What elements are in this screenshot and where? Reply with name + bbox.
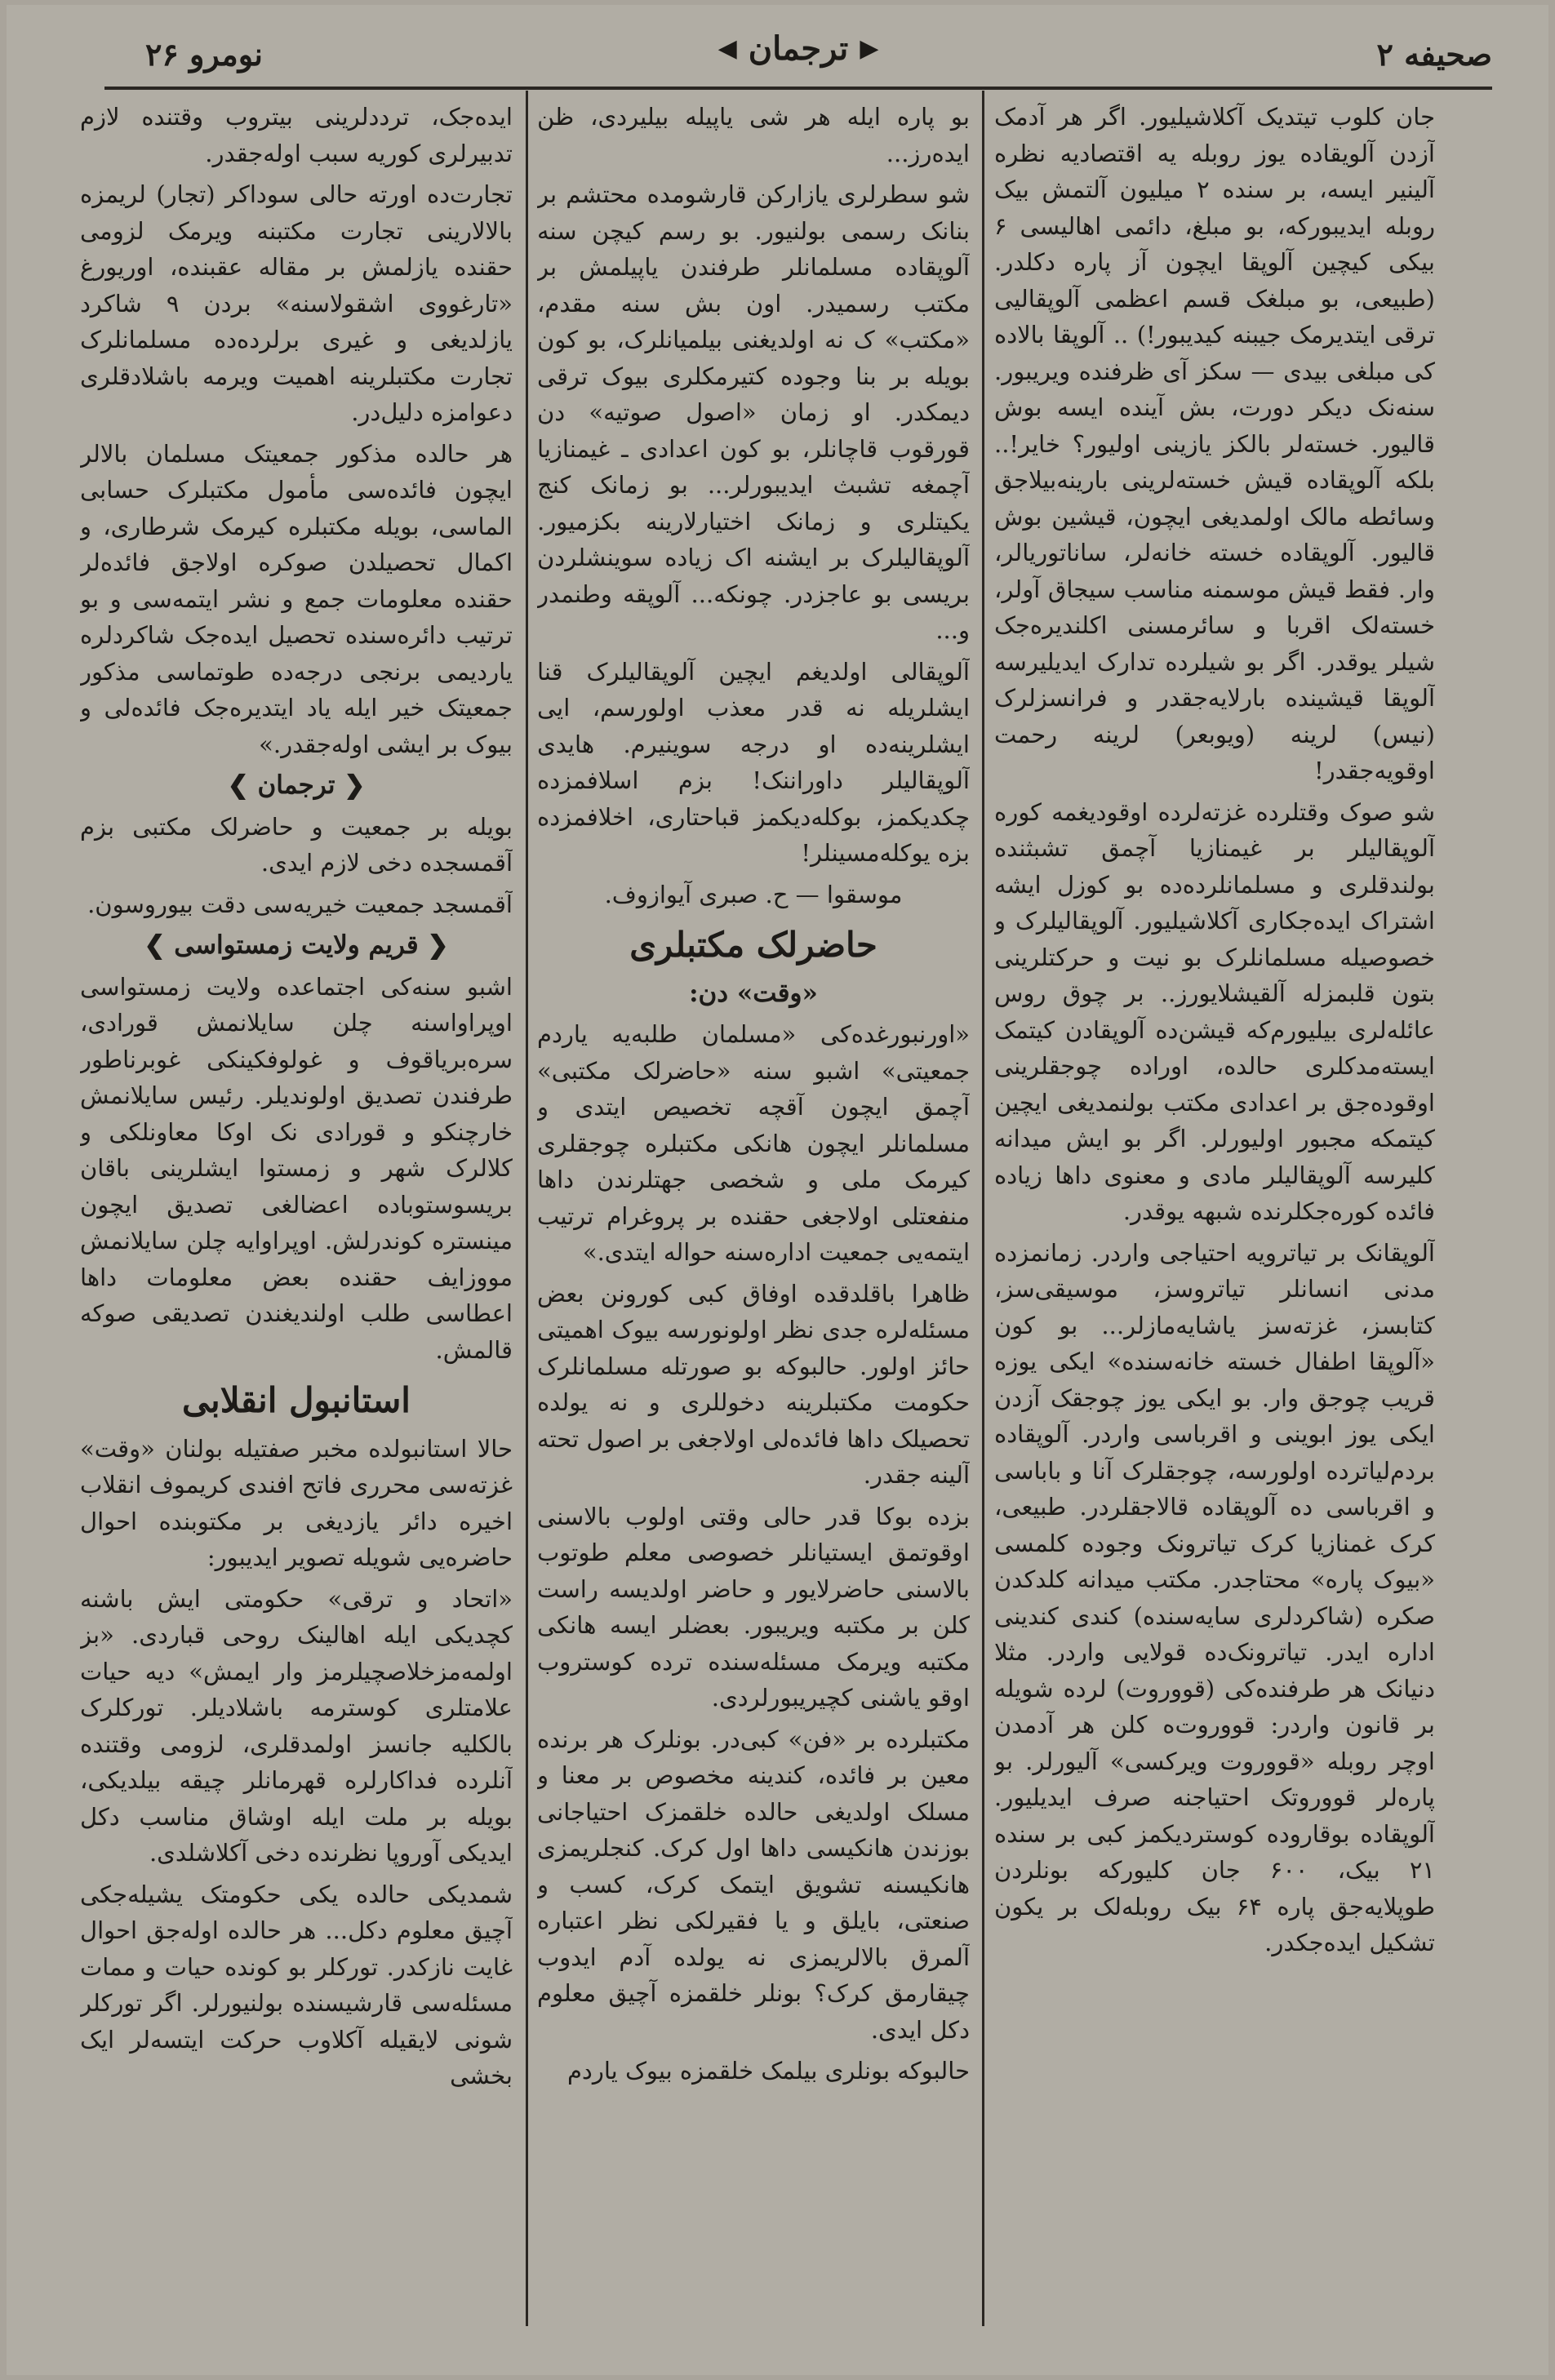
- issue-number: نومرو ۲۶: [145, 36, 263, 73]
- paragraph: حالبوکه بونلری بیلمک خلقمزه بیوک یاردم: [566, 2057, 970, 2085]
- paragraph: آلوپقالی اولدیغم ایچین آلوپقالیلرک قنا ایشلریله نه قدر معذب اولورسم، ایی ایشلرینه‌ده او درجه سوینیرم. هایدی آلوپقالیلر داوراننک! بزم اسلافمزده چکدیکمز، بوکله‌دیکمز قباحتاری، اخلافمزده بزه یوکله‌مسینلر!: [537, 657, 970, 867]
- paragraph: شو صوک وقتلرده غزته‌لرده اوقودیغمه کوره آلوپقالیلر بر غیمنازیا آچمق تشبثنده بولندقلری و مسلمانلرده‌ده بو کوزل ایشه اشتراک ایده‌جکاری آکلاشیلیور. آلوپقالیلرک و خصوصیله مسلمانلرک بو نیت و حرکتلرینی بتون قلبمزله آلقیشلایورز.. بر چوق روس عائله‌لری بیلیورم‌که قیشن‌ده آلوپقادن کیتمک ایسته‌مدکلری حالده، اوراده چوجقلرینی اوقوده‌جق بر اعدادی مکتب بولنمدیغی ایچین کیتمکه مجبور اولیورلر. اگر بو ایش میدانه کلیرسه آلوپقالیلر مادی و معنوی داها زیاده فائده کوره‌جکلرنده شبهه یوقدر.: [994, 797, 1435, 1225]
- article-title: حاضرلک مکتبلری: [629, 925, 877, 965]
- column-middle: [537, 99, 970, 2351]
- paragraph: ایده‌جک، ترددلرینی بیتروب وقتنده لازم تدبیرلری کوریه سبب اوله‌جقدر.: [80, 103, 513, 167]
- page-number: صحیفه ۲: [1376, 36, 1492, 73]
- column-left: [80, 99, 513, 2351]
- ornament-icon: ❯: [144, 930, 166, 960]
- paragraph: تجارت‌ده اورته حالی سوداکر (تجار) لریمزه بالالارینی تجارت مکتبنه ویرمک لزومی حقنده یازلمش بر مقاله عقبنده، اوریورغ «تارغووی اشقولاسنه» بردن ۹ شاکرد یازلدیغی و غیری برلرده‌ده مسلمانلرک تجارت مکتبلرینه اهمیت ویرمه باشلادقلری دعوامزه دلیل‌در.: [80, 180, 513, 426]
- paragraph: شو سطرلری یازارکن قارشومده محتشم بر بنانک رسمی بولنیور. بو رسم کیچن سنه آلوپقاده مسلمانلر طرفندن یاپیلمش بر مکتب رسمیدر. اون بش سنه مقدم، «مکتب» ک نه اولدیغنی بیلمیانلرک، بو کون بویله بر بنا وجوده کتیرمکلری بیوک ترقی دیمکدر. او زمان «اصول صوتیه» دن قورقوب قاچانلر، بو کون اعدادی ـ غیمنازیا آچمغه تشبث ایدیبورلر... بو زمانک کنج یکیتلری و زمانک اختیارلارینه بکزمیور. آلوپقالیلرک بر ایشنه اک زیاده سوینشلردن بریسی بو عاجزدر. چونکه... آلوپقه وطنمدر و...: [537, 180, 970, 644]
- paragraph: اشبو سنه‌کی اجتماعده ولایت زمستواسی اوپراوا‌سنه چلن سایلانمش قورادی، سره‌بریاقوف و غولوفکینکی غوبرناطور طرفندن تصدیق اولوندیلر. رئیس سایلانمش خارچنکو و قورادی نک اوکا معاونلکی و کلالرک شهر و زمستوا ایشلرینی باقان بریسوستوباده اعضالغی تصدیق ایچون مینستره کوندرلش. اوپراوایه چلن سایلانمش مووزایف حقنده بعض معلومات داها اعطاسی طلب اولندیغندن تصدیقی صوکه قالمش.: [80, 972, 513, 1364]
- column-divider: [526, 91, 528, 2326]
- ornament-right-icon: ▶: [860, 33, 879, 63]
- header-rule: [104, 87, 1492, 90]
- editor-note: آقمسجد جمعیت خیریه‌سی دقت بیوروسون.: [87, 890, 513, 918]
- ornament-left-icon: ◀: [718, 33, 737, 63]
- paragraph: حالا استانبولده مخبر صفتیله بولنان «وقت» غزته‌سی محرری فاتح افندی کریموف انقلاب اخیره دائر یازدیغی بر مکتوبنده احوال حاضره‌یی شویله تصویر ایدیبور:: [80, 1434, 513, 1571]
- masthead: [718, 29, 879, 68]
- paragraph: ظاهرا باقلدقده اوفاق کبی کورونن بعض مسئله‌لره جدی نظر اولونورسه بیوک اهمیتی حائز اولور. حالبوکه بو صورتله مسلمانلرک حکومت مکتبلرینه دخوللری و نه یولده تحصیلک داها فائده‌لی اولاجغی بر اصول تحته آلینه جقدر.: [537, 1279, 970, 1489]
- paragraph: بو پاره ایله هر شی یاپیله بیلیردی، ظن ایده‌رز...: [537, 103, 970, 167]
- paragraph: شمدیکی حالده یکی حکومتک یشیله‌جکی آچیق معلوم دکل... هر حالده اوله‌جق احوال غایت نازکدر. تورکلر بو کونده حیات و ممات مسئله‌سی قارشیسنده بولنیورلر. اگر تورکلر شونی لایقیله آکلاوب حرکت ایتسه‌لر ایک بخشی: [80, 1880, 513, 2089]
- paragraph: بزده بوکا قدر حالی وقتی اولوب بالاسنی اوقوتمق ایستیانلر خصوصی معلم طوتوب بالاسنی حاضرلایور و حاضر اولدیسه راست کلن بر مکتبه ویریبور. بعضلر ایسه هانکی مکتبه ویرمک مسئله‌سنده ترده کوستروب اوقو یاشنی کچیریبورلردی.: [537, 1502, 970, 1712]
- author-signature: موسقوا — ح. صبری آیوازوف.: [604, 880, 903, 908]
- ornament-icon: ❮: [427, 930, 449, 960]
- paragraph: «اورنبورغده‌کی «مسلمان طلبه‌یه یاردم جمعیتی» اشبو سنه «حاضرلک مکتبی» آچمق ایچون آقچه تخصیص ایتدی و مسلمانلر ایچون هانکی مکتبلره چوجقلری کیرمک ملی و شخصی جهتلرندن داها منفعتلی اولاجغی حقنده بر پروغرام ترتیب ایتمه‌یی جمعیت اداره‌سنه حواله ایتدی.»: [537, 1020, 970, 1266]
- newspaper-page: [7, 5, 1548, 2375]
- paper-title: ترجمان: [748, 29, 849, 68]
- paragraph: مکتبلرده بر «فن» کبی‌در. بونلرک هر برنده معین بر فائده، کندینه مخصوص بر معنا و مسلک اولدیغی حالده خلقمزک احتیاجانی بوزندن هانکیسی داها اول کرک. کنجلریمزی هانکیسنه تشویق ایتمک کرک، کسب و صنعتی، بایلق و یا فقیرلکی نظر اعتباره آلمرق بالالریمزی نه یولده آدم ایدوب چیقارمق کرک؟ بونلر خلقمزه آچیق معلوم دکل ایدی.: [537, 1725, 970, 2044]
- paragraph: جان کلوب تیتدیک آکلاشیلیور. اگر هر آدمک آزدن آلویقاده یوز روبله یه اقتصادیه نظره آلینیر ایسه، بر سنده ۲ میلیون آلتمش بیک روبله ایدیبورکه، بو مبلغ، دائمی اهالیسی ۶ بیکی کیچین آلوپقا ایچون آز پاره دکلدر. (طبیعی، بو مبلغک قسم اعظمی آلوپقالیی ترقی ایتدیرمک جیبنه کیدیبور!) .. آلوپقا بالاده کی مبلغی بیدی — سکز آی ظرفنده ویریبور. سنه‌نک دیکر دورت، بش آینده ایسه بوش قالیور. خسته‌لر بالکز یازینی اولیور؟ خایر!.. بلکه آلوپقاده قیش خسته‌لرینی بارینه‌بیلاجق وسائطه مالک اولمدیغی ایچون، قیشین بوش قالیور. آلوپقاده خسته خانه‌لر، ساناتوریالر، وار. فقط قیش موسمنه مناسب سیجاق آولر، خسته‌لک اقربا و سائرمسنی اکلندیره‌جک شیلر یوقدر. اگر بو شیلرده تدارک ایدیلیرسه آلوپقا قیشینده بارلایه‌جقدر و فرانسزلرک (نیس) لرینه (ویوبعر) لرینه رحمت اوقویه‌جقدر!: [994, 103, 1435, 784]
- zemstvo-heading: ❮ قریم ولایت زمستواسی ❯: [144, 930, 449, 960]
- column-divider: [982, 91, 984, 2326]
- page-header: [104, 29, 1492, 78]
- article-title: استانبول انقلابی: [182, 1380, 411, 1420]
- paragraph: آلوپقانک بر تیاترویه احتیاجی واردر. زمانمزده مدنی انسانلر تیاتروسز، موسیقی‌سز، کتابسز، غزته‌سز یاشایه‌مازلر... بو کون «آلوپقا اطفال خسته خانه‌سنده» ایکی یوزه قریب چوجق وار. بو ایکی یوز چوجقک آزدن ایکی یوز ابوینی و اقرباسی واردر. آلوپقاده بردم‌لیاترده اولورسه، چوجقلرک آنا و باباسی و اقرباسی ده آلوپقاده قالاجقلردر. طبیعی، کرک غمنازیا کرک تیاترونک وجوده کلمسی «بیوک پاره» محتاجدر. مکتب میدانه کلدکدن صکره (شاکردلری سایه‌سنده) کندی کندینی اداره ایدر. تیاترونک‌ده قولایی واردر. مثلا دنیانک هر طرفنده‌کی (قووروت) لرده شویله بر قانون واردر: قووروت‌ه کلن هر آدمدن اوچر روبله «قووروت ویرکسی» آلیورلر. بو پاره‌لر قووروتک احتیاجنه صرف ایدیلیور. آلوپقاده بوقاروده کوستردیکمز کبی بر سنده ۲۱ بیک، ۶۰۰ جان کلیورکه بونلردن طوپلایه‌جق پاره ۶۴ بیک روبله‌لک بر یکون تشکیل ایده‌جکدر.: [994, 1238, 1435, 1956]
- editor-note: بویله بر جمعیت و حاضرلک مکتبی بزم آقمسجده دخی لازم ایدی.: [80, 812, 513, 877]
- paragraph: «اتحاد و ترقی» حکومتی ایش باشنه کچدیکی ایله اهالینک روحی قباردی. «بز اولمه‌مزخلاصچیلرمز وار ایمش» دیه حیات علامتلری کوسترمه باشلادیلر. تورکلرک بالکلیه جانسز اولمدقلری، لزومی وقتنده آنلرده فداکارلره قهرمانلر چیقه بیلدیکی، بویله بر ملت ایله اوشاق مناسب دکل ایدیکی آوروپا نظرنده دخی آکلاشلدی.: [80, 1584, 513, 1867]
- ornament-icon: ❮: [344, 770, 366, 800]
- source-line: «وقت» دن:: [689, 978, 818, 1008]
- editor-label: ❮ ترجمان ❯: [227, 770, 366, 800]
- ornament-icon: ❯: [227, 770, 249, 800]
- column-right: [994, 99, 1435, 2351]
- paragraph: هر حالده مذکور جمعیتک مسلمان بالالر ایچون فائده‌سی مأمول مکتبلرک حسابی الماسی، بویله مکتبلره کیرمک شرطاری، و اکمال تحصیلدن صوکره اولاجق فائده‌لر حقنده معلومات جمع و نشر ایتمه‌سی و بو ترتیب دائره‌سنده تحصیل ایده‌جک شاکردلره یاردیمی برنجی درجه‌ده طوتماسی مذکور جمعیتک خیر ایله یاد ایتدیره‌جک فائده‌لی و بیوک بر ایشی اوله‌جقدر.»: [80, 439, 513, 758]
